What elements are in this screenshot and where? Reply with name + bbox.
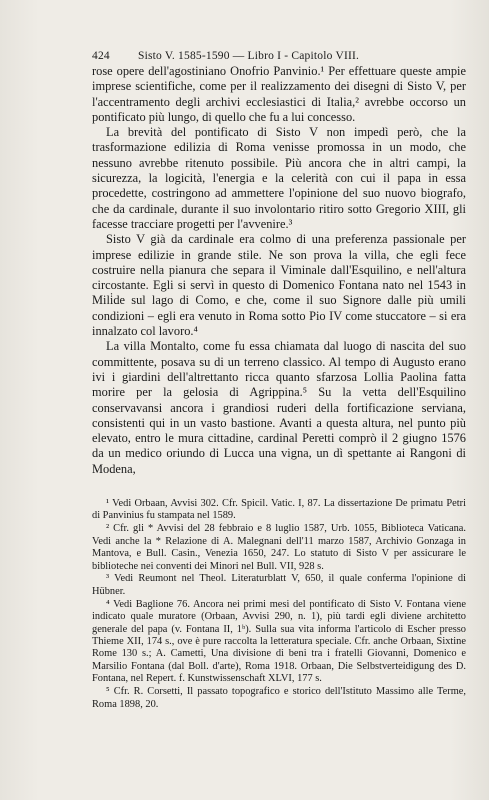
running-header [92,50,462,62]
footnote: ³ Vedi Reumont nel Theol. Literaturblatt V, 650, il quale conferma l'opinione di Hübner. [92,573,466,597]
footnote: ⁴ Vedi Baglione 76. Ancora nei primi mesi del pontificato di Sisto V. Fontana viene indicato quale muratore (Orbaan, Avvisi 290, n. 1), più tardi egli diviene architetto generale del papa (v. Fontana II, 1ᵇ). Sulla sua vita informa l'articolo di Escher presso Thieme XII, 174 s., ove è pure raccolta la letteratura speciale. Cfr. anche Orbaan, Sixtine Rome 130 s.; A. Cametti, Una divisione di beni tra i fratelli Giovanni, Domenico e Marsilio Fontana (dal Boll. d'arte), Roma 1918. Orbaan, Die Selbstverteidigung des D. Fontana, nel Repert. f. Kunstwissenschaft XLVI, 177 s. [92,598,466,685]
body-paragraph: La villa Montalto, come fu essa chiamata dal luogo di nascita del suo committente, posava su di un terreno classico. Al tempo di Augusto erano ivi i giardini dell'altrettanto ricca quanto sfarzosa Lollia Paolina fatta morire per la gelosia di Agrippina.⁵ Su la vetta dell'Esquilino conservavansi ancora i grandiosi ruderi della fortificazione serviana, consistenti qui in un vasto bastione. Avanti a questa altura, nel punto più elevato, entro le mura cittadine, cardinal Peretti comprò il 2 giugno 1576 da un medico oriundo di Lucca una vigna, un dì spettante ai Rangoni di Modena, [92,339,466,476]
page-number: 424 [92,50,110,62]
body-paragraph: La brevità del pontificato di Sisto V non impedì però, che la trasformazione edilizia di Roma venisse promossa in un modo, che nessuno avrebbe ritenuto possibile. Più ancora che in altri campi, la sicurezza, la logicità, l'energia e la celerità con cui il papa in essa procedette, costringono ad ammettere l'opinione del suo nuovo biografo, che da cardinale, durante il suo involontario ritiro sotto Gregorio XIII, gli facesse tracciare progetti per l'avvenire.³ [92,125,466,231]
body-paragraph: Sisto V già da cardinale era colmo di una preferenza passionale per imprese edilizie in grande stile. Ne son prova la villa, che egli fece costruire nella pianura che separa il Viminale dall'Esquilino, e nell'altura circostante. Egli si servì in questo di Domenico Fontana nato nel 1543 in Mili̇de sul lago di Como, e che, come il suo Signore dalle più umili condizioni – egli era venuto in Roma sotto Pio IV come stuccatore – si era innalzato col lavoro.⁴ [92,232,466,339]
footnotes [92,498,466,711]
running-title: Sisto V. 1585-1590 — Libro I - Capitolo VIII. [138,50,360,62]
footnote: ² Cfr. gli * Avvisi del 28 febbraio e 8 luglio 1587, Urb. 1055, Biblioteca Vaticana. Vedi anche la * Relazione di A. Malegnani dell'11 marzo 1587, Archivio Gonzaga in Mantova, e Bull. Casin., Venezia 1650, 247. Lo statuto di Sisto V per assicurare le biblioteche nei conventi dei Minori nel Bull. VII, 928 s. [92,523,466,572]
footnote: ¹ Vedi Orbaan, Avvisi 302. Cfr. Spicil. Vatic. I, 87. La dissertazione De primatu Petri di Panvinius fu stampata nel 1589. [92,498,466,522]
footnote: ⁵ Cfr. R. Corsetti, Il passato topografico e storico dell'Istituto Massimo alle Terme, Roma 1898, 20. [92,686,466,710]
body-paragraph: rose opere dell'agostiniano Onofrio Panvinio.¹ Per effettuare queste ampie imprese scientifiche, come per il realizzamento dei disegni di Sisto V, per l'accentramento degli archivi ecclesiastici di Italia,² avrebbe occorso un pontificato più lungo, di quello che fu a lui concesso. [92,64,466,124]
main-text [92,64,466,477]
